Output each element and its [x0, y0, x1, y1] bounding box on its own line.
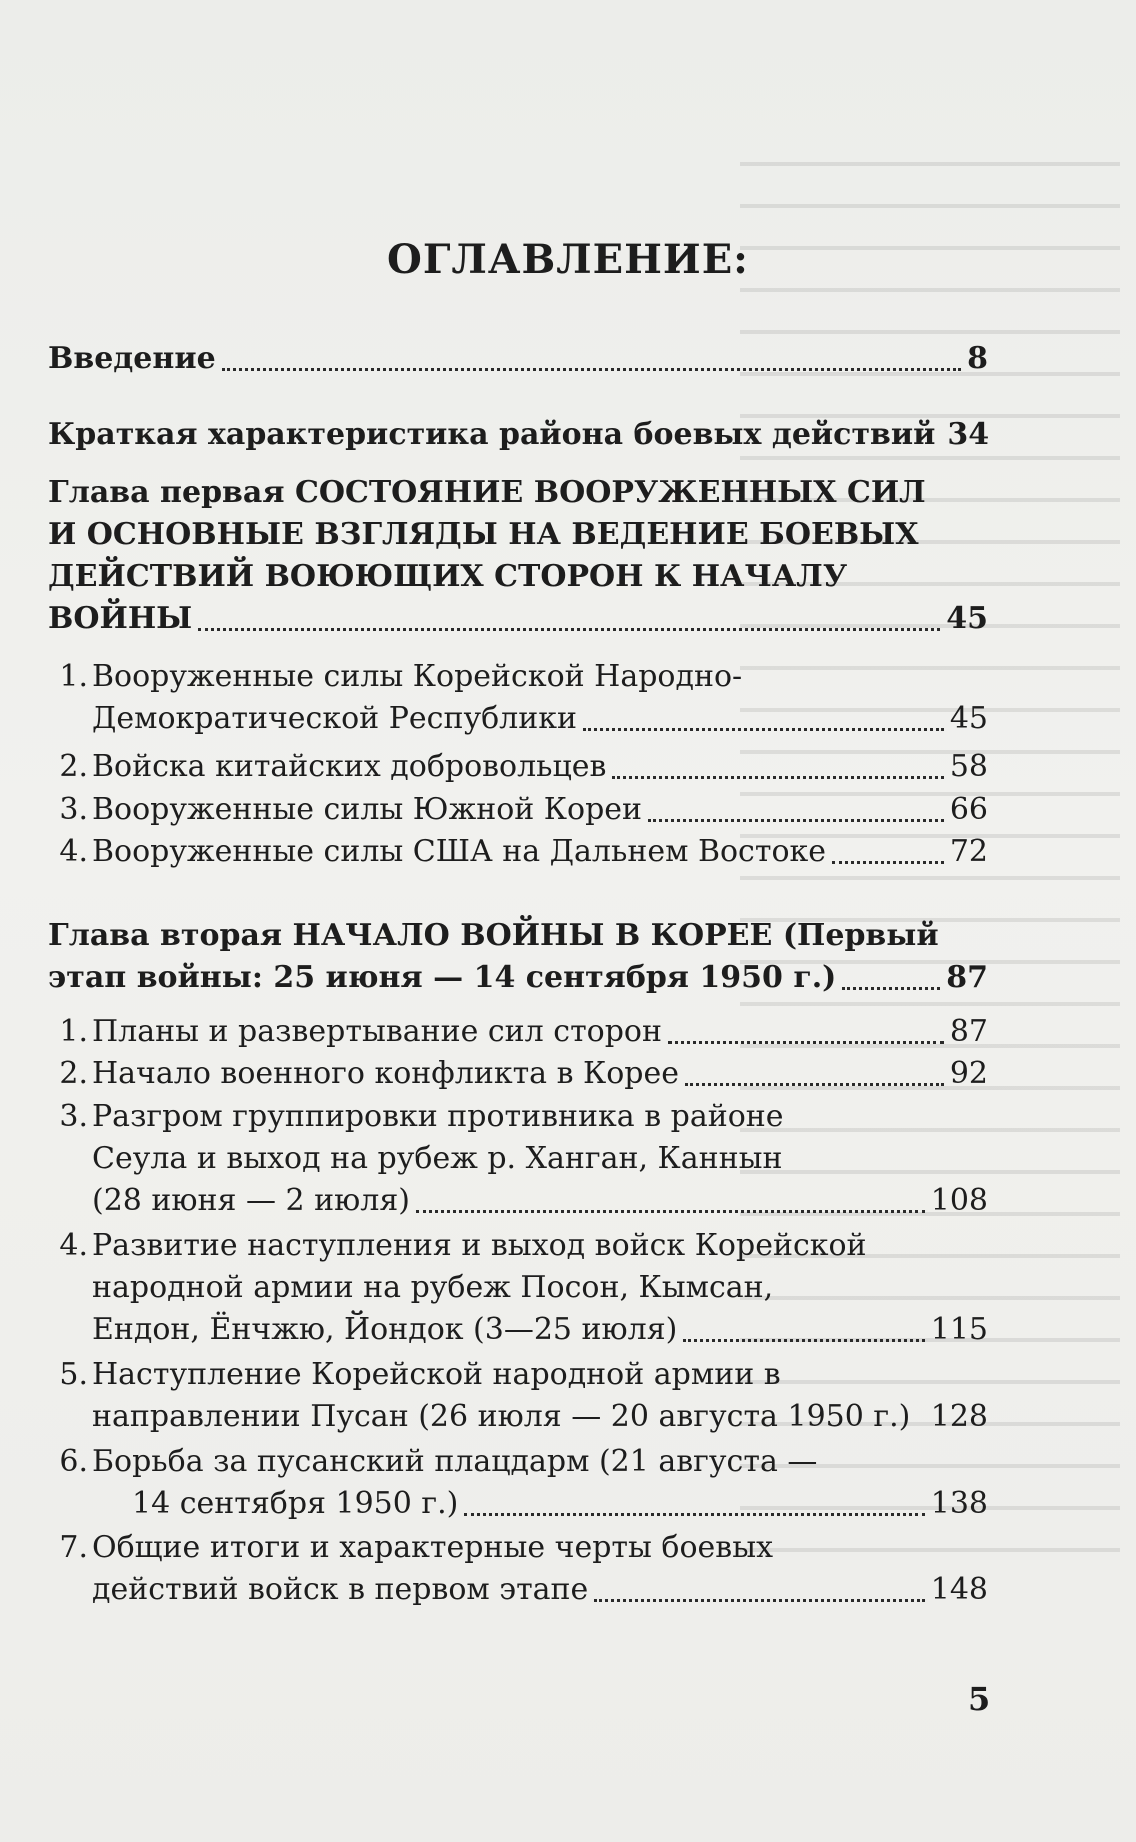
- toc-subentry[interactable]: 3. Вооруженные силы Южной Кореи 66: [59, 792, 988, 827]
- toc-subentry[interactable]: 4. Развитие наступления и выход войск Корейской народной армии на рубеж Посон, Кымсан, Ендон, Ёнчжю, Йондок (3—25 июля) 115: [59, 1228, 988, 1347]
- page-title: ОГЛАВЛЕНИЕ:: [387, 236, 749, 283]
- toc-subentry[interactable]: 1. Вооруженные силы Корейской Народно- Демократической Республики 45: [59, 659, 988, 736]
- toc-subentry[interactable]: 6. Борьба за пусанский плацдарм (21 августа — 14 сентября 1950 г.) 138: [59, 1444, 988, 1521]
- toc-subentry[interactable]: 2. Войска китайских добровольцев 58: [59, 749, 988, 784]
- toc-chapter-1[interactable]: Глава первая СОСТОЯНИЕ ВООРУЖЕННЫХ СИЛ И ОСНОВНЫЕ ВЗГЛЯДЫ НА ВЕДЕНИЕ БОЕВЫХ ДЕЙСТВИЙ ВОЮЮЩИХ СТОРОН К НАЧАЛУ ВОЙНЫ 45: [48, 475, 988, 636]
- toc-chapter-2[interactable]: Глава вторая НАЧАЛО ВОЙНЫ В КОРЕЕ (Первый этап войны: 25 июня — 14 сентября 1950 г.) 87: [48, 918, 988, 995]
- toc-subentry[interactable]: 3. Разгром группировки противника в районе Сеула и выход на рубеж р. Ханган, Каннын (28 июня — 2 июля) 108: [59, 1099, 988, 1218]
- toc-entry[interactable]: Краткая характеристика района боевых действий 34: [48, 417, 990, 452]
- toc-subentry[interactable]: 5. Наступление Корейской народной армии в направлении Пусан (26 июля — 20 августа 1950 г.) 128: [59, 1357, 988, 1434]
- toc-subentry[interactable]: 4. Вооруженные силы США на Дальнем Востоке 72: [59, 834, 988, 869]
- toc-subentry[interactable]: 7. Общие итоги и характерные черты боевых действий войск в первом этапе 148: [59, 1530, 988, 1607]
- page-number: 5: [968, 1680, 991, 1718]
- toc-subentry[interactable]: 1. Планы и развертывание сил сторон 87: [59, 1014, 988, 1049]
- toc-subentry[interactable]: 2. Начало военного конфликта в Корее 92: [59, 1056, 988, 1091]
- toc-entry[interactable]: Введение 8: [48, 341, 988, 376]
